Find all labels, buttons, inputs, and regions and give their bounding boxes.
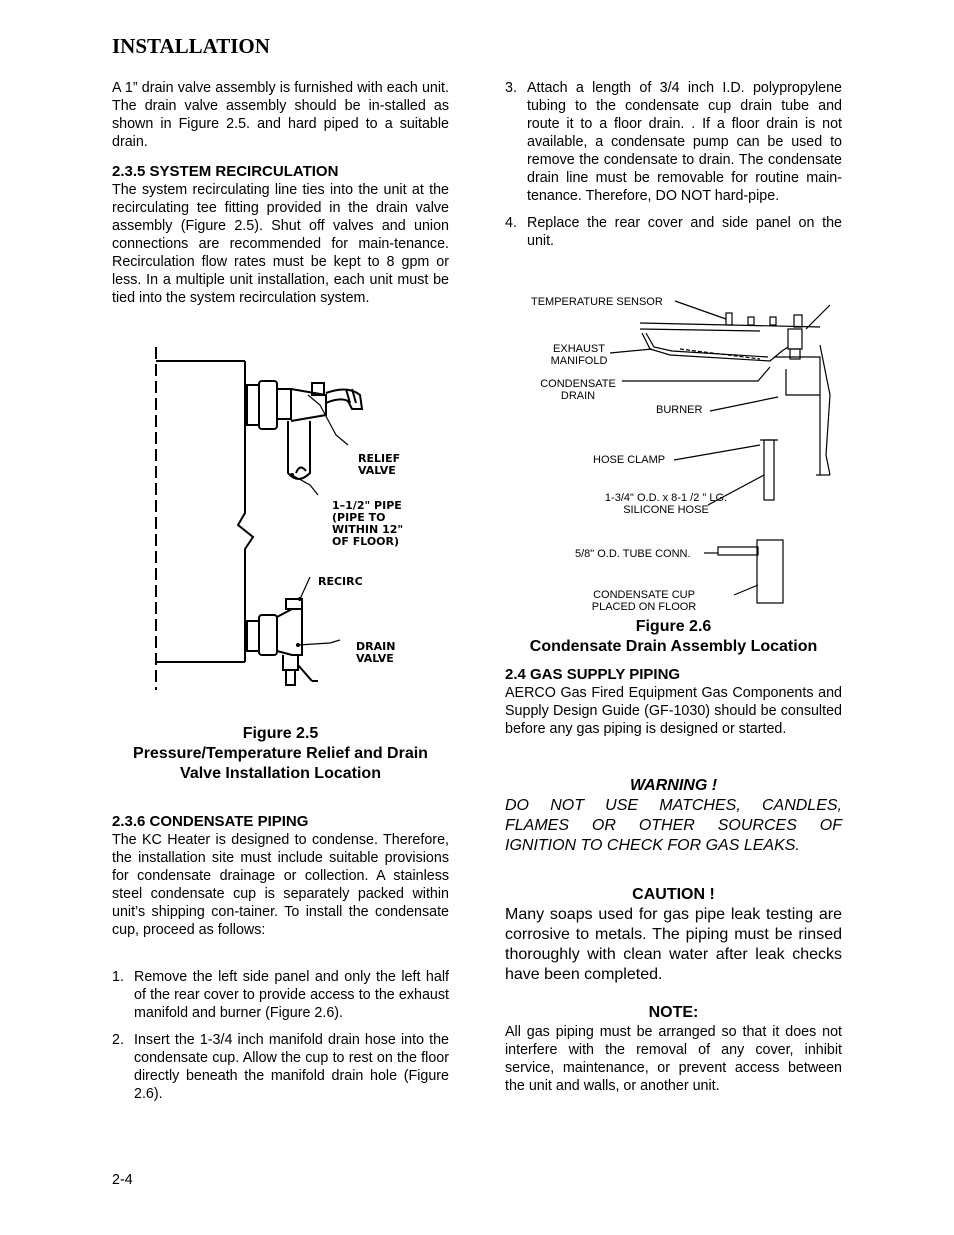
label-silicone-hose	[586, 492, 746, 516]
label-drain-valve-2: VALVE	[356, 652, 394, 665]
right-column-bottom	[505, 666, 842, 738]
label-recirc: RECIRC	[318, 575, 363, 588]
list-item-number: 2.	[112, 1032, 124, 1048]
list-item-number: 3.	[505, 80, 517, 96]
section-2-3-5-body: The system recirculating line ties into the unit at the recirculating tee fitting provided in the drain valve assembly (Figure 2.5). Shut off valves and union connections are recommended for main-tenance. Recirculation flow rates must be kept to 8 gpm or less. In a multiple unit installation, each unit must be tied into the system recirculation system.	[112, 182, 449, 306]
figure-2-6-caption	[505, 617, 842, 657]
label-burner: BURNER	[656, 404, 703, 416]
list-item	[112, 1031, 449, 1103]
section-2-3-6-body: The KC Heater is designed to condense. Therefore, the installation site must include suitable provisions for condensate drainage or collection. A stainless steel condensate cup is separately packed within unit’s shipping con-tainer. To install the condensate cup, proceed as follows:	[112, 832, 449, 938]
label-silicone-hose-2: SILICONE HOSE	[623, 504, 709, 516]
label-relief-valve-2: VALVE	[358, 464, 396, 477]
figure-2-6-drawing	[520, 285, 840, 615]
label-condensate-cup-2: PLACED ON FLOOR	[591, 601, 697, 613]
section-2-4-body: AERCO Gas Fired Equipment Gas Components and Supply Design Guide (GF-1030) should be consulted before any gas piping is designed or started.	[505, 685, 842, 737]
label-exhaust-manifold	[536, 343, 622, 367]
right-column-top	[505, 79, 842, 250]
label-condensate-drain-2: DRAIN	[560, 390, 596, 402]
section-2-4-heading: 2.4 GAS SUPPLY PIPING	[505, 666, 681, 683]
label-condensate-drain	[532, 378, 624, 402]
left-column-top	[112, 79, 449, 307]
list-item-text: Replace the rear cover and side panel on the unit.	[527, 215, 842, 249]
figure-2-5-caption-3: Valve Installation Location	[180, 765, 381, 782]
list-item-text: Remove the left side panel and only the left half of the rear cover to provide access to the exhaust manifold and burner (Figure 2.6).	[134, 969, 449, 1021]
list-item-text: Insert the 1-3/4 inch manifold drain hose into the condensate cup. Allow the cup to rest on the floor directly beneath the manifold drain hole (Figure 2.6).	[134, 1032, 449, 1102]
label-pipe-4: OF FLOOR)	[332, 535, 400, 548]
figure-2-5-caption	[112, 724, 449, 784]
page-header: INSTALLATION	[112, 34, 270, 58]
section-2-3-5-heading: 2.3.5 SYSTEM RECIRCULATION	[112, 163, 339, 180]
label-exhaust-manifold-2: MANIFOLD	[550, 355, 608, 367]
label-hose-clamp: HOSE CLAMP	[593, 454, 666, 466]
label-exhaust-manifold-1: EXHAUST	[553, 343, 605, 355]
figure-2-5-caption-2: Pressure/Temperature Relief and Drain	[133, 745, 428, 762]
note-block	[505, 1003, 842, 1095]
note-heading: NOTE:	[648, 1004, 699, 1021]
list-item-number: 4.	[505, 215, 517, 231]
list-item-text: Attach a length of 3/4 inch I.D. polypropylene tubing to the condensate cup drain tube and route it to a floor drain. . If a floor drain is not available, a condensate pump can be used to remove the condensate to drain. The condensate drain line must be removable for routine main-tenance. Therefore, DO NOT hard-pipe.	[527, 80, 842, 204]
label-silicone-hose-1: 1-3/4" O.D. x 8-1 /2 " LG.	[604, 492, 728, 504]
figure-2-5-drawing	[150, 345, 460, 695]
label-pipe-2: (PIPE TO	[332, 511, 386, 524]
label-condensate-cup	[582, 589, 706, 613]
list-item	[112, 968, 449, 1022]
label-condensate-drain-1: CONDENSATE	[540, 378, 616, 390]
figure-2-5-caption-1: Figure 2.5	[242, 725, 319, 742]
list-item	[505, 79, 842, 205]
page-number: 2-4	[112, 1172, 133, 1188]
label-tube-conn: 5/8" O.D. TUBE CONN.	[575, 548, 691, 560]
caution-block	[505, 885, 842, 985]
label-temperature-sensor: TEMPERATURE SENSOR	[531, 296, 663, 308]
label-pipe-1: 1–1/2" PIPE	[332, 499, 402, 512]
caution-body: Many soaps used for gas pipe leak testing are corrosive to metals. The piping must be rinsed thoroughly with clean water after leak checks have been completed.	[505, 906, 842, 983]
list-item-number: 1.	[112, 969, 124, 985]
caution-heading: CAUTION !	[632, 886, 715, 903]
figure-2-6-caption-1: Figure 2.6	[635, 618, 712, 635]
label-drain-valve-1: DRAIN	[356, 640, 396, 653]
figure-2-6	[520, 285, 840, 615]
figure-2-5	[150, 345, 460, 695]
label-relief-valve-1: RELIEF	[358, 452, 401, 465]
note-body: All gas piping must be arranged so that it does not interfere with the removal of any cover, inhibit service, maintenance, or prevent access between the unit and walls, or another unit.	[505, 1024, 842, 1094]
warning-heading: WARNING !	[629, 777, 718, 794]
label-pipe-3: WITHIN 12"	[332, 523, 404, 536]
left-column-bottom	[112, 813, 449, 1103]
list-item	[505, 214, 842, 250]
warning-block	[505, 776, 842, 856]
intro-paragraph: A 1” drain valve assembly is furnished with each unit. The drain valve assembly should be in-stalled as shown in Figure 2.5. and hard piped to a suitable drain.	[112, 80, 449, 150]
figure-2-6-caption-2: Condensate Drain Assembly Location	[529, 638, 818, 655]
section-2-3-6-heading: 2.3.6 CONDENSATE PIPING	[112, 813, 309, 830]
warning-body: DO NOT USE MATCHES, CANDLES, FLAMES OR OTHER SOURCES OF IGNITION TO CHECK FOR GAS LEAKS.	[505, 797, 842, 854]
label-condensate-cup-1: CONDENSATE CUP	[593, 589, 695, 601]
